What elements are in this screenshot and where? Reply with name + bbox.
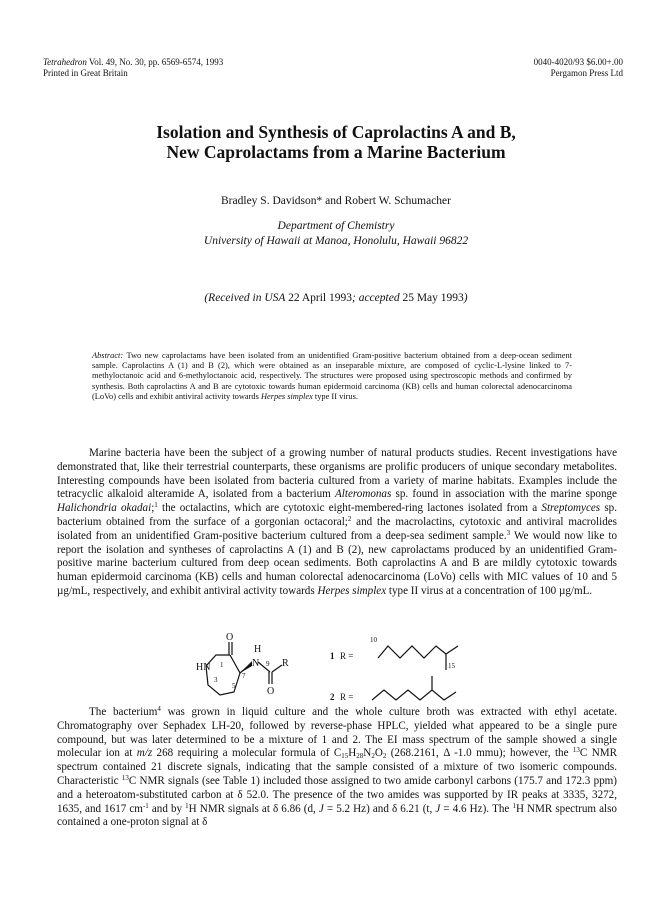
reference-2: 2 bbox=[347, 514, 352, 523]
reference-4: 4 bbox=[157, 705, 161, 713]
reference-3: 3 bbox=[506, 528, 511, 537]
paper-title bbox=[0, 122, 672, 162]
locant-10: 10 bbox=[370, 636, 377, 644]
title-line-2: New Caprolactams from a Marine Bacterium bbox=[166, 142, 506, 162]
atom-label-n: N bbox=[252, 658, 260, 669]
c9-r-bond bbox=[272, 665, 282, 672]
publisher: Pergamon Press Ltd bbox=[550, 68, 623, 78]
r-group-2-chain bbox=[372, 690, 456, 700]
atom-label-r: R bbox=[282, 658, 289, 669]
locant-9: 9 bbox=[266, 660, 270, 668]
r-group-1-chain bbox=[378, 646, 446, 658]
atom-label-o-bottom: O bbox=[267, 686, 275, 697]
locant-15: 15 bbox=[448, 662, 455, 670]
body-paragraph-1: Marine bacteria have been the subject of a growing number of natural products studies. Recent investigations have demonstrated that, like their terrestrial counterparts, these organisms are prolific producers of unique secondary metabolites. Interesting compounds have been isolated from bacteria cultured from a variety of marine habitats. Examples include the tetracyclic alkaloid alteramide A, isolated from a bacterium Alteromonas sp. found in association with the marine sponge Halichondria okadai;$^1$ the octalactins, which are cytotoxic eight-membered-ring lactones isolated from a Streptomyces sp. bacterium obtained from the surface of a gorgonian octacoral;$^2$ and the macrolactins, cytotoxic and antiviral macrolides isolated from an unidentified Gram-positive bacterium cultured from a deep-sea sediment sample.$^3$ We would now like to report the isolation and syntheses of caprolactins A (1) and B (2), new caprolactams produced by an unidentified Gram-positive marine bacterium cultured from deep ocean sediments. Both caprolactins A and B are mildly cytotoxic towards human epidermoid carcinoma (KB) cells and human colorectal adenocarcinoma (LoVo) cells with MIC values of 10 and 5 µg/mL, respectively, and exhibit antiviral activity towards Herpes simplex type II virus at a concentration of 100 µg/mL. bbox=[57, 447, 617, 597]
reference-1: 1 bbox=[154, 501, 158, 510]
r-equals-1: R = bbox=[340, 651, 354, 661]
atom-label-hn: HN bbox=[196, 662, 211, 673]
printed-location: Printed in Great Britain bbox=[43, 68, 128, 78]
abstract: Abstract: Two new caprolactams have been isolated from an unidentified Gram-positive bacterium obtained from a deep-ocean sediment sample. Caprolactins A (1) and B (2), which were obtained as an inseparable mixture, are composed of cyclic-L-lysine linked to 7-methyloctanoic acid and 6-methyloctanoic acid, respectively. The structures were proposed using spectroscopic methods and confirmed by synthesis. Both caprolactins A and B are cytotoxic towards human epidermoid carcinoma (KB) cells and human colorectal adenocarcinoma (LoVo) cells and exhibit antiviral activity towards Herpes simplex type II virus. bbox=[92, 351, 572, 401]
title-line-1: Isolation and Synthesis of Caprolactins A and B, bbox=[156, 122, 516, 142]
locant-3: 3 bbox=[214, 676, 218, 684]
compound-2-label: 2 bbox=[330, 692, 335, 702]
authors: Bradley S. Davidson* and Robert W. Schumacher bbox=[221, 195, 451, 207]
r-equals-2: R = bbox=[340, 692, 354, 702]
received-dates: (Received in USA 22 April 1993; accepted 25 May 1993) bbox=[204, 292, 468, 304]
locant-1: 1 bbox=[220, 661, 224, 669]
locant-5: 5 bbox=[232, 682, 236, 690]
affiliation bbox=[0, 219, 672, 249]
journal-header-right bbox=[534, 57, 623, 79]
caprolactin-structure-figure bbox=[190, 630, 490, 706]
journal-code: 0040-4020/93 $6.00+.00 bbox=[533, 57, 623, 67]
university: University of Hawaii at Manoa, Honolulu, Hawaii 96822 bbox=[203, 235, 469, 247]
journal-header-left bbox=[43, 57, 223, 79]
department: Department of Chemistry bbox=[277, 220, 395, 232]
body-paragraph-2: The bacterium$^4$ was grown in liquid culture and the whole culture broth was extracted with ethyl acetate. Chromatography over Sephadex LH-20, followed by reverse-phase HPLC, yielded what appeared to be a single pure compound, but was later determined to be a mixture of 1 and 2. The EI mass spectrum of the sample showed a single molecular ion at m/z 268 requiring a molecular formula of $C_{15}H_{28}N_2O_2$ (268.2161, Δ -1.0 mmu); however, the $^{13}$C NMR spectrum contained 21 discrete signals, indicating that the sample consisted of a mixture of two isomeric compounds. Characteristic $^{13}$C NMR signals (see Table 1) included those assigned to two amide carbonyl carbons (175.7 and 172.3 ppm) and a heteroatom-substituted carbon at δ 52.0. The presence of the two amides was supported by IR peaks at 3335, 3272, 1635, and 1617 $cm^{-1}$ and by $^1$H NMR signals at δ 6.86 (d, J = 5.2 Hz) and δ 6.21 (t, J = 4.6 Hz). The $^1$H NMR spectrum also contained a one-proton signal at δ bbox=[57, 705, 618, 829]
abstract-label: Abstract: bbox=[92, 351, 124, 360]
locant-7: 7 bbox=[242, 672, 246, 680]
atom-label-o-top: O bbox=[226, 632, 234, 643]
compound-1-label: 1 bbox=[330, 651, 335, 661]
journal-citation: Tetrahedron Vol. 49, No. 30, pp. 6569-6574, 1993 bbox=[43, 57, 224, 67]
atom-label-h: H bbox=[254, 644, 262, 655]
